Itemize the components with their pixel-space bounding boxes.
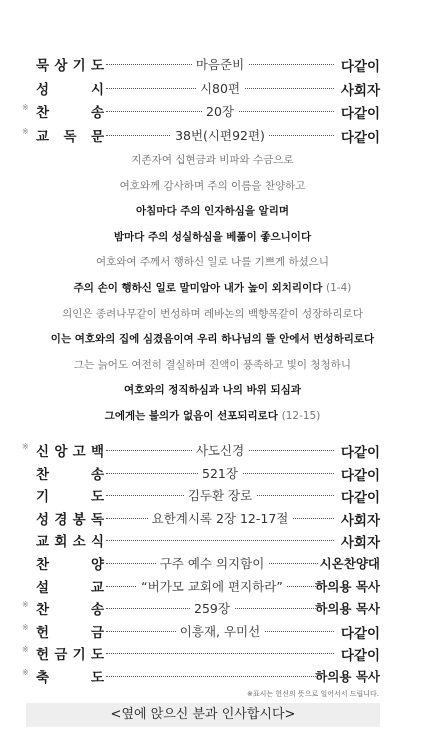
reading-text: 아침마다 주의 인자하심을 알리며	[136, 205, 289, 218]
order-performer: 다같이	[340, 59, 380, 75]
order-performer: 하의용 목사	[315, 669, 380, 684]
order-label-char: 신	[36, 444, 50, 460]
order-performer: 사회자	[340, 512, 380, 529]
order-label	[36, 101, 104, 121]
reading-people-line	[0, 204, 425, 218]
reading-text: 지존자여 십현금과 비파와 수금으로	[131, 154, 294, 166]
order-performer: 시온찬양대	[319, 556, 380, 571]
order-performer: 다같이	[340, 648, 380, 665]
order-content	[106, 554, 318, 572]
order-label-char: 기	[72, 647, 86, 664]
order-performer: 하의용 목사	[315, 601, 380, 617]
order-label	[36, 463, 104, 483]
order-label-char: 송	[90, 466, 104, 483]
reading-text: 여호와께 감사하며 주의 이름을 찬양하고	[119, 179, 306, 192]
standing-mark: ※	[22, 622, 29, 632]
order-content-text: 38번(시편92편)	[171, 128, 269, 143]
order-row	[24, 552, 380, 574]
order-label	[36, 576, 104, 596]
order-content	[106, 486, 334, 504]
order-content-text: 구주 예수 의지함이	[156, 556, 269, 571]
standing-mark: ※	[22, 668, 29, 677]
greeting-banner: <옆에 앉으신 분과 인사합시다>	[26, 703, 380, 727]
order-row	[24, 642, 380, 664]
order-label-char: 찬	[36, 105, 50, 121]
order-row	[24, 439, 380, 461]
order-content-text: 김두환 장로	[184, 488, 256, 503]
order-performer: 하의용 목사	[315, 578, 380, 594]
standing-mark: ※	[22, 126, 29, 136]
order-label-char: 성	[36, 511, 50, 528]
reading-text: 여호와여 주께서 행하신 일로 나를 기쁘게 하셨으니	[95, 256, 330, 269]
order-content-text: 마음준비	[192, 57, 248, 72]
order-label	[36, 125, 104, 145]
order-row	[24, 507, 380, 529]
order-label-char: 식	[90, 534, 104, 551]
order-label	[36, 666, 104, 686]
reading-leader-line	[0, 307, 425, 321]
order-label-char: 교	[90, 579, 104, 596]
order-label-char: 찬	[36, 602, 50, 619]
order-label-char: 송	[90, 105, 104, 121]
order-label-char: 교	[36, 128, 50, 145]
order-row	[24, 484, 380, 506]
order-label-char: 교	[36, 534, 50, 551]
order-label-char: 문	[90, 128, 104, 145]
dotted-leader	[106, 540, 334, 541]
order-label-char: 묵	[36, 58, 50, 74]
order-content-text: 20장	[202, 104, 238, 119]
order-label-char: 헌	[36, 647, 50, 664]
reading-leader-line	[0, 358, 425, 372]
order-content	[106, 622, 334, 640]
order-label-char: 성	[36, 81, 50, 98]
order-content-text: 521장	[198, 466, 242, 481]
order-label-char: 백	[90, 444, 104, 460]
order-label	[36, 78, 104, 98]
order-label-char: 앙	[54, 444, 68, 460]
order-label	[36, 621, 104, 641]
order-row	[24, 124, 380, 146]
reading-text: 주의 손이 행하신 일로 말미암아 내가 높이 외치리이다	[73, 282, 323, 294]
reading-people-line	[0, 332, 425, 346]
order-performer: 다같이	[340, 106, 380, 122]
order-label	[36, 440, 104, 460]
order-label-char: 양	[90, 557, 104, 573]
order-label-char: 봉	[72, 511, 86, 528]
order-label-char: 경	[54, 511, 68, 528]
order-performer: 다같이	[340, 625, 380, 642]
order-label	[36, 485, 104, 505]
order-label-char: 도	[90, 647, 104, 664]
standing-mark: ※	[22, 645, 29, 655]
order-row	[24, 597, 380, 619]
reading-text: 그는 늙어도 여전히 결실하며 진액이 풍족하고 빛이 청청하니	[74, 358, 351, 371]
order-label-char: 기	[36, 489, 50, 506]
order-content	[106, 441, 334, 459]
order-performer: 사회자	[340, 535, 380, 552]
reading-people-line	[0, 230, 425, 244]
order-content	[106, 599, 318, 617]
order-label-char: 도	[90, 58, 104, 74]
order-row	[24, 53, 380, 75]
reading-text: 이는 여호와의 집에 심겼음이여 우리 하나님의 뜰 안에서 번성하리로다	[50, 333, 375, 346]
reading-leader-line	[0, 255, 425, 269]
order-label-char: 고	[72, 444, 86, 460]
order-content	[106, 509, 334, 527]
reading-text: 그에게는 불의가 없음이 선포되리로다	[104, 410, 278, 422]
order-label-char: 상	[54, 58, 68, 74]
standing-mark: ※	[22, 103, 29, 112]
reading-people-line	[0, 383, 425, 397]
order-content-text: 이흥재, 우미선	[176, 624, 264, 639]
standing-mark: ※	[22, 442, 29, 451]
order-content	[106, 55, 334, 73]
order-label-char: 회	[54, 534, 68, 551]
order-content-text: 시80편	[196, 81, 244, 96]
order-row	[24, 620, 380, 642]
order-label-char: 송	[90, 602, 104, 619]
order-row	[24, 77, 380, 99]
dotted-leader	[106, 653, 334, 654]
order-performer: 다같이	[340, 129, 380, 146]
order-label-char: 찬	[36, 466, 50, 483]
order-label	[36, 530, 104, 550]
order-content-text: 요한계시록 2장 12-17절	[148, 511, 293, 526]
order-row	[24, 665, 380, 687]
reading-reference: (1-4)	[326, 282, 352, 294]
order-content-text: 259장	[190, 601, 234, 616]
order-content	[106, 464, 334, 482]
order-label	[36, 598, 104, 618]
reading-leader-line	[0, 179, 425, 193]
order-label	[36, 553, 104, 573]
order-performer: 다같이	[340, 490, 380, 507]
order-row	[24, 462, 380, 484]
reading-leader-line	[0, 153, 425, 167]
order-label-char: 독	[63, 128, 77, 145]
order-label-char: 독	[90, 511, 104, 528]
order-label	[36, 508, 104, 528]
order-content	[106, 79, 334, 97]
order-content-text: 사도신경	[192, 443, 248, 458]
order-performer: 다같이	[340, 445, 380, 461]
order-label	[36, 643, 104, 663]
reading-text: 여호와의 정직하심과 나의 바위 되심과	[124, 384, 301, 397]
order-content	[106, 126, 334, 144]
order-performer: 다같이	[340, 467, 380, 484]
standing-note: ※표시는 헌신의 뜻으로 일어서서 드립니다.	[247, 690, 379, 698]
order-content-text: “버가모 교회에 편지하라”	[137, 579, 287, 594]
order-label-char: 도	[90, 670, 104, 686]
reading-people-line	[0, 281, 425, 295]
order-label	[36, 54, 104, 74]
order-label-char: 설	[36, 579, 50, 596]
order-label-char: 소	[72, 534, 86, 551]
dotted-leader	[106, 676, 318, 677]
order-content	[106, 102, 334, 120]
order-label-char: 시	[90, 81, 104, 98]
standing-mark: ※	[22, 600, 29, 610]
order-performer: 사회자	[340, 82, 380, 99]
order-row	[24, 575, 380, 597]
reading-reference: (12-15)	[281, 410, 321, 422]
order-label-char: 금	[90, 624, 104, 641]
reading-text: 밤마다 주의 성실하심을 베풂이 좋으니이다	[113, 230, 312, 243]
order-label-char: 헌	[36, 624, 50, 641]
order-content	[106, 577, 318, 595]
order-label-char: 축	[36, 670, 50, 686]
order-label-char: 기	[72, 58, 86, 74]
order-label-char: 찬	[36, 557, 50, 573]
order-label-char: 도	[90, 489, 104, 506]
order-row	[24, 100, 380, 122]
reading-people-line	[0, 409, 425, 423]
order-row	[24, 529, 380, 551]
order-label-char: 금	[54, 647, 68, 664]
reading-text: 의인은 종려나무같이 번성하며 레바논의 백향목같이 성장하리로다	[62, 307, 363, 320]
